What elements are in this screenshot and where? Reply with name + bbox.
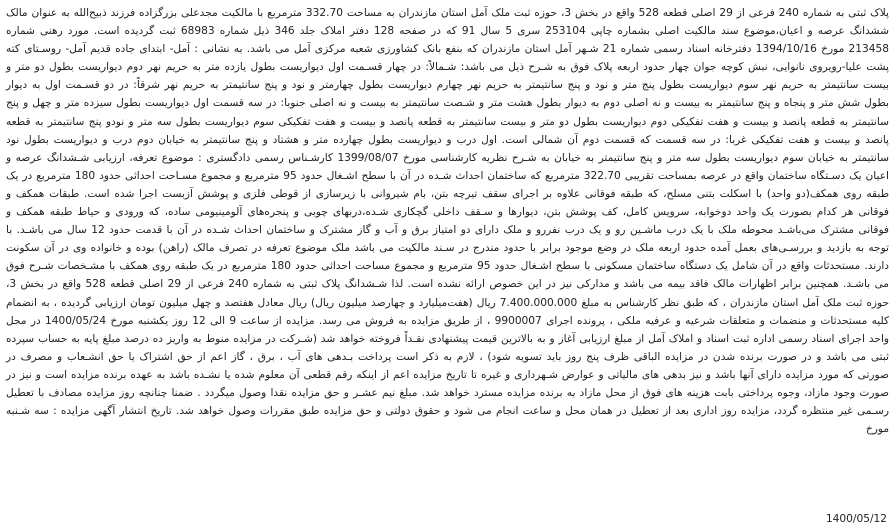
notice-body-text: پلاک ثبتی به شماره 240 فرعی از 29 اصلی قطعه 528 واقع در بخش 3، حوزه ثبت ملک آمل استان مازندران به مساحت 332.70 مترمربع با مالکیت مجدعلی بزرگزاده فرزند ذبیح‌الله به عنوان مالک ششدانگ عرصه و اعیان،موضوع سند مالکیت اصلی بشماره چاپی 253104 سری 5 سال 91 که در صفحه 128 دفتر املاک جلد 346 ذیل شماره 68983 ثبت گردیده است. مورد رهنی شماره 213458 مورخ 1394/10/16 دفترخانه اسناد رسمی شماره 21 شـهر آمل استان مازندران که بنفع بانک کشاورزی شعبه مرکزی آمل می باشد. به نشانی : آمل- ابتدای جاده قدیم آمل- روسـتای کته پشت علیا-رویروی نانوایی، نبش کوچه جوان چهار حدود اربعه پلاک فوق به شـرح ذیل می باشد: شـمالاً: در چهار قسـمت اول دیواریست بطول یازده متر به حریم نهر دوم دیواریست بطول دو متر و بیست سانتیمتر به حریم نهر سوم دیواریست بطول پنج متر و نود و پنج سانتیمتر به حریم نهر چهارم دیواریست بطول چهارمتر و نود و پنج سانتیمتر به حریم نهر شرقاً: در دو قسـمت اول به دیوار بطول شش متر و پنجاه و پنج سانتیمتر به بیست و نه اصلی دوم به دیوار بطول هشت متر و شـصت سانتیمتر به بیست و نه اصلی جنوبا: در سه قسمت اول دیواریست بطول سیزده متر و چهل و پنج سانتیمتر به قطعه پانصد و بیست و هفت تفکیکی دوم دیواریست بطول دو متر و بیست سانتیمتر به قطعه پانصد و بیست و هفت تفکیکی سوم دیواریست بطول سه متر و نودو پنج سانتیمتر به قطعه پانصد و بیست و هفت تفکیکی غربا: در سه قسمت که قسمت دوم آن شمالی است. اول درب و دیواریست بطول چهارده متر و هشتاد و پنج سانتیمتر به خیابان دوم درب و دیواریست بطول نود سانتیمتر به خیابان سوم دیواریست بطول سه متر و پنج سانتیمتر به خیابان به شـرح نظریه کارشناسی مورخ 1399/08/07 کارشـناس رسمی دادگستری : موضوع تعرفه، ارزیابی شـشدانگ عرصه و اعیان یک دسـتگاه ساختمان واقع در عرصه بمساحت تقریبی 322.70 مترمربع که ساختمان احداث شـده در آن با سطح اشـغال حدود 95 مترمربع و مجموع مسـاحت احداثی حدود 180 مترمربع در یک طبقه روی همکف(دو واحد) با اسکلت بتنی مسلح، که طبقه فوقانی علاوه بر اجرای سقف تیرچه بتن، بام شیروانی با زیرسازی از قوطی فلزی و پوشش آزبست اجرا شده است. طبقات همکف و فوقانی هر کدام بصورت یک واحد دوخوابه، سرویس کامل، کف پوشش بتن، دیوارها و سـقف داخلی گچکاری شـده،دربهای چوبی و پنجره‌های آلومینیومی ساده، که ورودی و حیاط طبقه همکف و فوقانی مشترک می‌باشـد محوطه ملک با یک درب ماشـین رو و یک درب نفررو و ملک دارای دو امتیاز برق و آب و گاز مشترک و ساختمان احداث شـده در آن با قدمت حدود 12 سال می باشـد. با توجه به بازدید و بررسـی‌های بعمل آمده حدود اربعه ملک در وضع موجود برابر با حدود مندرج در سـند مالکیت می باشد ملک موضوع تعرفه در تصرف مالک (راهن) بوده و خانواده وی در آن سکونت دارند. مستحدثات واقع در آن شامل یک دستگاه ساختمان مسکونی با سطح اشـغال حدود 95 مترمربع و مجموع مساحت احداثی حدود 180 مترمربع در یک طبقه روی همکف با مشـخصات شـرح فوق می باشـد. همچنین برابر اظهارات مالک فاقد بیمه می باشد و مدارکی نیز در این خصوص ارائه نشده است. لذا شـشدانگ پلاک ثبتی به شماره 240 فرعی از 29 اصلی قطعه 528 واقع در بخش 3، حوزه ثبت ملک آمل استان مازندران ، که طبق نظر کارشناس به مبلغ 7.400.000.000 ریال (هفت‌میلیارد و چهارصد میلیون ریال) ریال معادل هفتصد و چهل میلیون تومان ارزیابی گردیده ، به انضمام کلیه مستحدثات و منضمات و متعلقات شرعیه و عرفیه ملکی ، پرونده اجرای 9900007 ، از طریق مزایده به فروش می رسد. مزایده از ساعت 9 الی 12 روز یکشنبه مورخ 1400/05/24 در محل واحد اجرای اسناد رسمی اداره ثبت اسناد و املاک آمل از مبلغ ارزیابی آغاز و به بالاترین قیمت پیشنهادی نقـداً فروخته خواهد شد (شـرکت در مزایده منوط به واریز ده درصد مبلغ پایه به حساب سپرده ثبتی می باشد و در صورت برنده شدن در مزایده الباقی ظرف پنج روز باید تسویه شود) ، لازم به ذکر است پرداخت بـدهی های آب ، برق ، گاز اعم از حق اشتراک یا حق انشـعاب و مصرف در صورتی که مورد مزایده دارای آنها باشد و نیز بدهی های مالیاتی و عوارض شـهرداری و غیره تا تاریخ مزایده اعم از اینکه رقم قطعی آن معلوم شده یا نشـده باشد به عهده برنده مزایده است و نیز در صورت وجود مازاد، وجوه پرداختی بابت هزینه های فوق از محل مازاد به برنده مزایده مسترد خواهد شد. مبلغ نیم عشـر و حق مزایده نقدا وصول میگردد . ضمنا چنانچه روز مزایده مصادف با تعطیل رسـمی غیر منتظره گردد، مزایده روز اداری بعد از تعطیل در همان محل و ساعت انجام می شود و حقوق دولتی و حق مزایده طبق مقررات وصول خواهد شد. تاریخ انتشار آگهی مزایده : سه شـنبه مورخ bbox=[6, 7, 890, 436]
auction-notice bbox=[6, 4, 889, 438]
publish-date: 1400/05/12 bbox=[825, 513, 887, 525]
